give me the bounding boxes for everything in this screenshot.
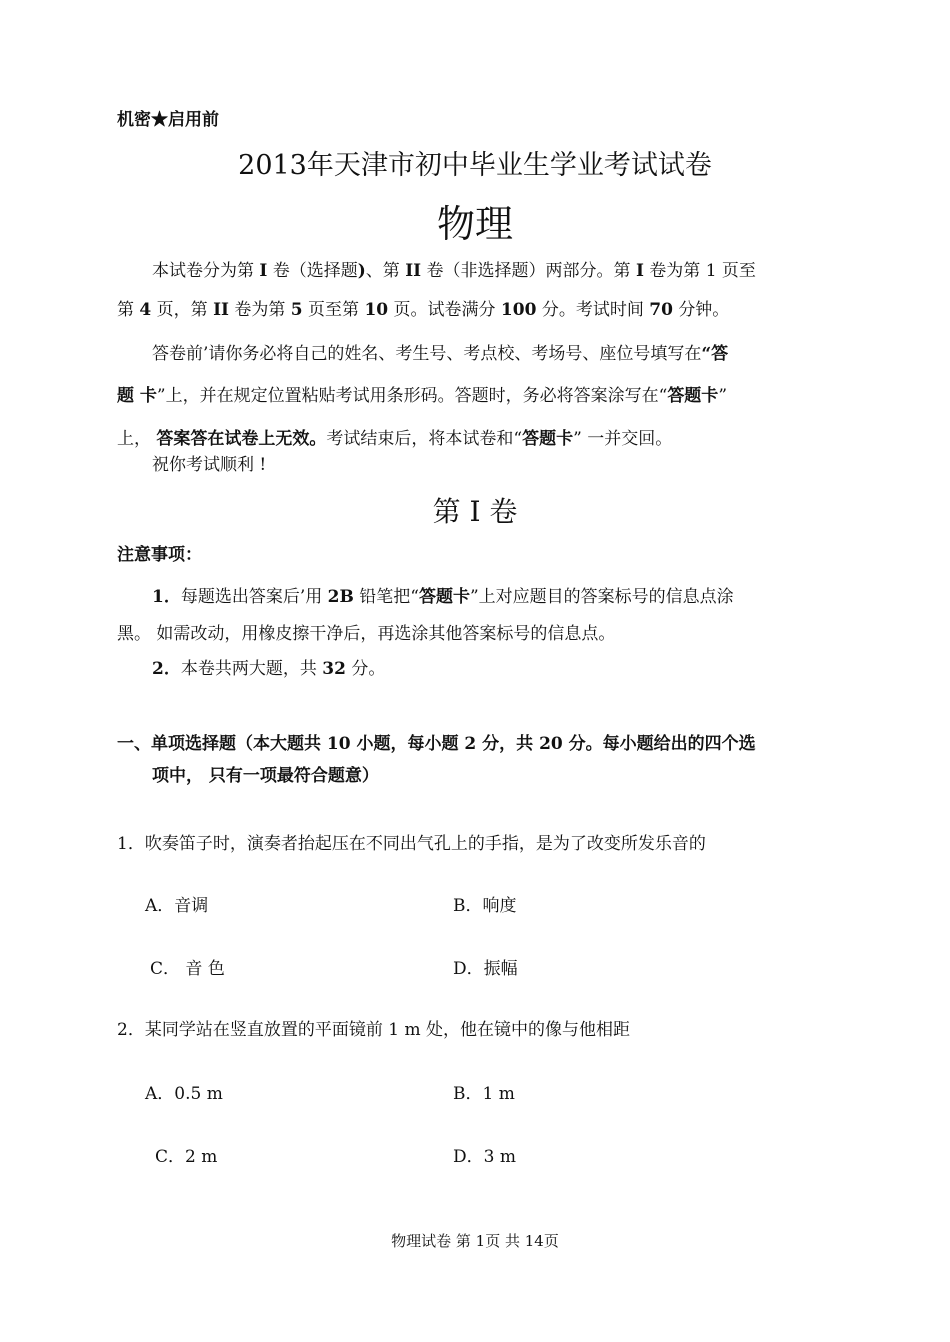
intro-line-2: 第 4 页，第 II 卷为第 5 页至第 10 页。试卷满分 100 分。考试时间 70 分钟。 [117, 300, 730, 320]
question-2-option-d: D．3 m [453, 1147, 516, 1167]
intro-line-3: 答卷前’请你务必将自己的姓名、考生号、考点校、考场号、座位号填写在“答 [152, 344, 729, 364]
note-1: 1．每题选出答案后’用 2B 铅笔把“答题卡”上对应题目的答案标号的信息点涂 [152, 587, 734, 607]
question-1-option-c: C． 音 色 [150, 959, 225, 979]
question-2-stem: 2．某同学站在竖直放置的平面镜前 1 m 处，他在镜中的像与他相距 [117, 1020, 630, 1040]
intro-wish: 祝你考试顺利 ! [152, 455, 267, 475]
confidential-label: 机密★启用前 [117, 110, 219, 130]
note-1-cont: 黑。 如需改动，用橡皮擦干净后，再选涂其他答案标号的信息点。 [117, 624, 616, 644]
question-1-option-d: D．振幅 [453, 959, 518, 979]
question-1-option-b: B．响度 [453, 896, 517, 916]
question-1-stem: 1．吹奏笛子时，演奏者抬起压在不同出气孔上的手指，是为了改变所发乐音的 [117, 834, 706, 854]
page-footer: 物理试卷 第 1页 共 14页 [391, 1232, 559, 1250]
notes-heading: 注意事项： [117, 545, 202, 565]
part-1-title: 第 I 卷 [432, 495, 518, 528]
intro-line-4: 题 卡”上，并在规定位置粘贴考试用条形码。答题时，务必将答案涂写在“答题卡” [117, 386, 728, 406]
intro-line-5: 上， 答案答在试卷上无效。考试结束后，将本试卷和“答题卡” 一并交回。 [117, 429, 673, 449]
exam-title: 2013年天津市初中毕业生学业考试试卷 [238, 150, 712, 181]
question-2-option-b: B．1 m [453, 1084, 515, 1104]
question-2-option-c: C．2 m [155, 1147, 218, 1167]
question-2-option-a: A．0.5 m [145, 1084, 223, 1104]
section-1-heading: 一、单项选择题（本大题共 10 小题，每小题 2 分，共 20 分。每小题给出的四个选 [117, 734, 756, 754]
section-1-heading-cont: 项中， 只有一项最符合题意） [152, 766, 379, 786]
question-1-option-a: A．音调 [145, 896, 209, 916]
note-2: 2．本卷共两大题，共 32 分。 [152, 659, 386, 679]
subject-title: 物理 [436, 202, 513, 246]
intro-line-1: 本试卷分为第 I 卷（选择题)、第 II 卷（非选择题）两部分。第 I 卷为第 1 页至 [152, 261, 756, 281]
